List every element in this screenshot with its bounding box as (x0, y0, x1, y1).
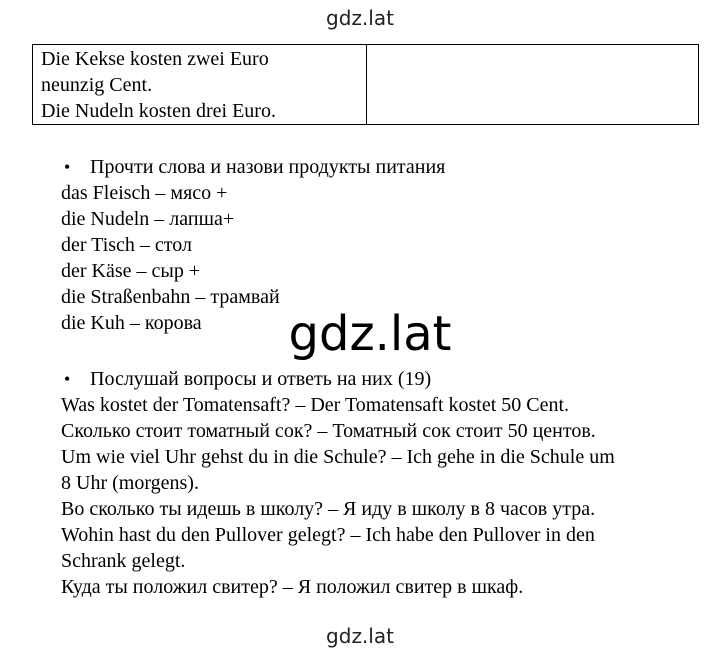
vocab-line: die Straßenbahn – трамвай (61, 286, 280, 308)
answer-line: Во сколько ты идешь в школу? – Я иду в школу в 8 часов утра. (61, 498, 596, 520)
vocab-line: der Tisch – стол (61, 234, 192, 256)
section2-heading: Послушай вопросы и ответь на них (19) (90, 368, 432, 390)
table-line: Die Kekse kosten zwei Euro (41, 48, 269, 70)
answer-line: Um wie viel Uhr gehst du in die Schule? – Ich gehe in die Schule um (61, 446, 615, 468)
vocab-line: die Kuh – корова (61, 312, 202, 334)
vocab-line: das Fleisch – мясо + (61, 182, 228, 204)
watermark-top: gdz.lat (326, 6, 394, 30)
answer-line: Куда ты положил свитер? – Я положил свитер в шкаф. (61, 576, 524, 598)
bullet-icon: • (64, 369, 71, 389)
answer-line: Was kostet der Tomatensaft? – Der Tomatensaft kostet 50 Cent. (61, 394, 570, 416)
watermark-middle: gdz.lat (288, 306, 452, 362)
answer-table (32, 44, 699, 125)
answer-line: Wohin hast du den Pullover gelegt? – Ich habe den Pullover in den (61, 524, 595, 546)
answer-line: Сколько стоит томатный сок? – Томатный сок стоит 50 центов. (61, 420, 596, 442)
answer-line: 8 Uhr (morgens). (61, 472, 199, 494)
watermark-bottom: gdz.lat (326, 624, 394, 648)
answer-line: Schrank gelegt. (61, 550, 186, 572)
bullet-icon: • (64, 157, 71, 177)
table-cell-right (367, 45, 699, 125)
vocab-line: die Nudeln – лапша+ (61, 208, 235, 230)
section2-lines (61, 392, 615, 600)
table-line: neunzig Cent. (41, 74, 153, 96)
table-row (33, 45, 699, 125)
vocab-line: der Käse – сыр + (61, 260, 201, 282)
table-line: Die Nudeln kosten drei Euro. (41, 100, 276, 122)
table-cell-left (33, 45, 367, 125)
section1-heading: Прочти слова и назови продукты питания (90, 156, 446, 178)
